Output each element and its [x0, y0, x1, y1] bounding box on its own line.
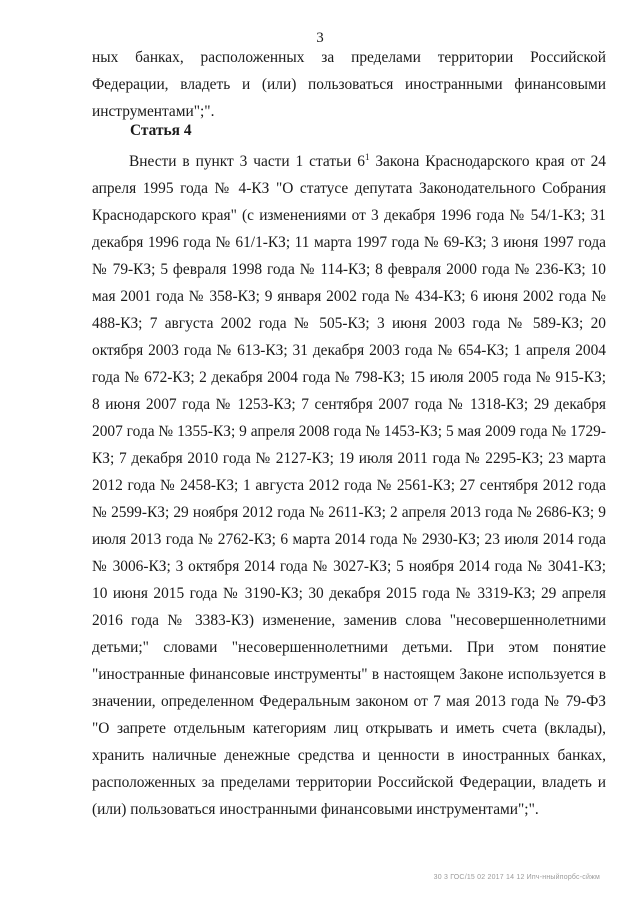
- article-heading: Статья 4: [130, 122, 192, 139]
- article-body-start: Внести в пункт 3 части 1 статьи 6: [129, 153, 365, 171]
- page-number: 3: [316, 30, 324, 46]
- document-footer-id: 30 3 ГОС/15 02 2017 14 12 Ипч-нныйпорбс-сйжм: [433, 874, 600, 881]
- article-superscript: 1: [364, 152, 370, 162]
- article-body-paragraph: [92, 144, 606, 823]
- article-body-rest: Закона Краснодарского края от 24 апреля 1995 года № 4-КЗ "О статусе депутата Законодательного Собрания Краснодарского края" (с изменениями от 3 декабря 1996 года № 54/1-КЗ; 31 декабря 1996 года № 61/1-КЗ; 11 марта 1997 года № 69-КЗ; 3 июня 1997 года № 79-КЗ; 5 февраля 1998 года № 114-КЗ; 8 февраля 2000 года № 236-КЗ; 10 мая 2001 года № 358-КЗ; 9 января 2002 года № 434-КЗ; 6 июня 2002 года № 488-КЗ; 7 августа 2002 года № 505-КЗ; 3 июня 2003 года № 589-КЗ; 20 октября 2003 года № 613-КЗ; 31 декабря 2003 года № 654-КЗ; 1 апреля 2004 года № 672-КЗ; 2 декабря 2004 года № 798-КЗ; 15 июля 2005 года № 915-КЗ; 8 июня 2007 года № 1253-КЗ; 7 сентября 2007 года № 1318-КЗ; 29 декабря 2007 года № 1355-КЗ; 9 апреля 2008 года № 1453-КЗ; 5 мая 2009 года № 1729-КЗ; 7 декабря 2010 года № 2127-КЗ; 19 июля 2011 года № 2295-КЗ; 23 марта 2012 года № 2458-КЗ; 1 августа 2012 года № 2561-КЗ; 27 сентября 2012 года № 2599-КЗ; 29 ноября 2012 года № 2611-КЗ; 2 апреля 2013 года № 2686-КЗ; 9 июля 2013 года № 2762-КЗ; 6 марта 2014 года № 2930-КЗ; 23 июля 2014 года № 3006-КЗ; 3 октября 2014 года № 3027-КЗ; 5 ноября 2014 года № 3041-КЗ; 10 июня 2015 года № 3190-КЗ; 30 декабря 2015 года № 3319-КЗ; 29 апреля 2016 года № 3383-КЗ) изменение, заменив слова "несовершеннолетними детьми;" словами "несовершеннолетними детьми. При этом понятие "иностранные финансовые инструменты" в настоящем Законе используется в значении, определенном Федеральным законом от 7 мая 2013 года № 79-ФЗ "О запрете отдельным категориям лиц открывать и иметь счета (вклады), хранить наличные денежные средства и ценности в иностранных банках, расположенных за пределами территории Российской Федерации, владеть и (или) пользоваться иностранными финансовыми инструментами";".: [92, 153, 606, 819]
- continuation-paragraph: ных банках, расположенных за пределами территории Российской Федерации, владеть и (или) пользоваться иностранными финансовыми инструментами";".: [92, 49, 606, 120]
